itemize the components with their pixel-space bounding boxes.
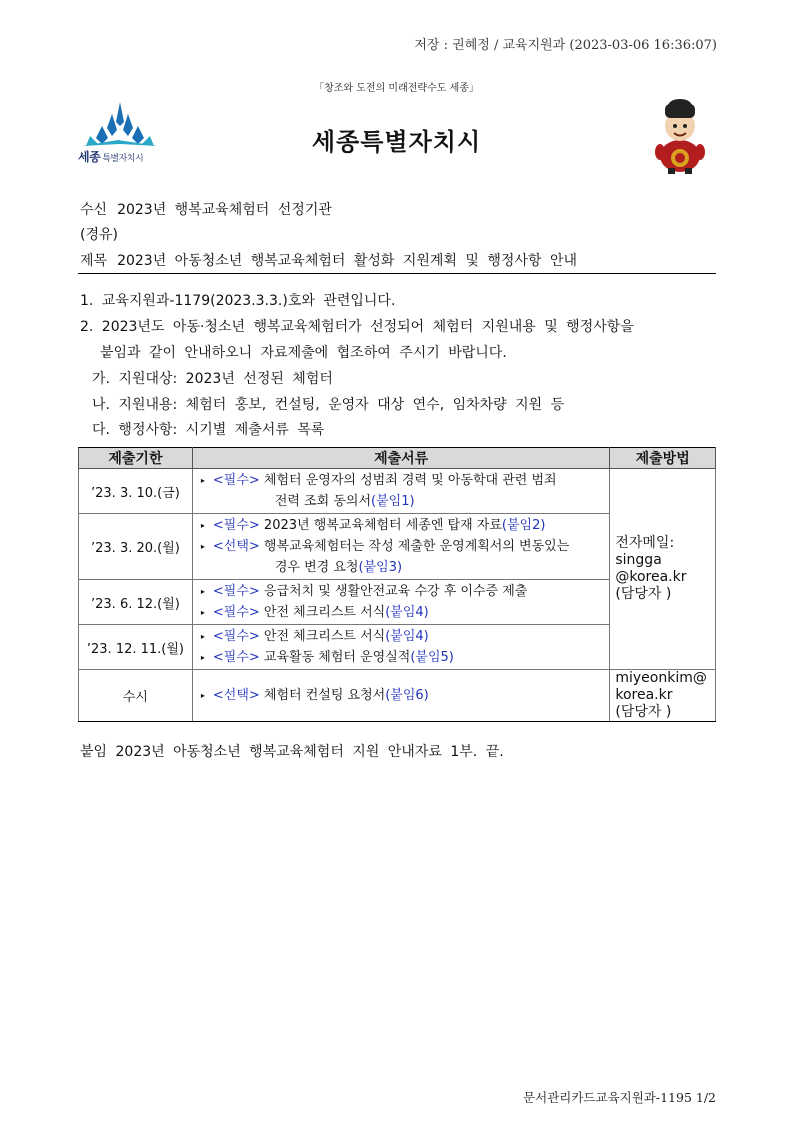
deadline-cell: ’23. 12. 11.(월) [79, 625, 193, 670]
item-tag: <필수> [212, 518, 260, 533]
footer-doc-number: 문서관리카드교육지원과-1195 1/2 [523, 1090, 716, 1105]
header-documents: 제출서류 [192, 448, 609, 469]
documents-cell [192, 514, 609, 580]
item-text: 행복교육체험터는 작성 제출한 운영계획서의 변동있는 [263, 539, 570, 554]
item-text: 체험터 운영자의 성범죄 경력 및 아동학대 관련 범죄 [263, 473, 557, 488]
paragraph-2-line-2: 붙임과 같이 안내하오니 자료제출에 협조하여 주시기 바랍니다. [100, 345, 507, 361]
paragraph-1: 1. 교육지원과-1179(2023.3.3.)호와 관련입니다. [80, 293, 396, 309]
subject-line [80, 250, 577, 270]
method-id: singga [615, 552, 662, 568]
bullet-icon: ▸ [200, 587, 205, 596]
item-text: 교육활동 체험터 운영실적 [263, 650, 411, 665]
item-text-continued [213, 557, 603, 578]
item-ga: 가. 지원대상: 2023년 선정된 체험터 [92, 371, 333, 387]
item-tag: <필수> [212, 629, 260, 644]
attachment-ref: (붙임3) [358, 560, 403, 575]
item-text-2: 경우 변경 요청 [274, 560, 359, 575]
item-tag: <선택> [212, 688, 260, 703]
document-item [199, 685, 603, 706]
item-text: 2023년 행복교육체험터 세종엔 탑재 자료 [263, 518, 502, 533]
bullet-icon: ▸ [200, 691, 205, 700]
deadline-cell: ’23. 6. 12.(월) [79, 580, 193, 625]
method-domain: @korea.kr [615, 569, 687, 585]
attachment-ref: (붙임4) [385, 605, 429, 620]
bullet-icon: ▸ [200, 608, 205, 617]
document-item [199, 515, 603, 536]
table-row [79, 469, 716, 514]
bullet-icon: ▸ [200, 521, 205, 530]
item-text-2: 전력 조회 동의서 [274, 494, 372, 509]
paragraph-2-line-1: 2. 2023년도 아동·청소년 행복교육체험터가 선정되어 체험터 지원내용 및 행정사항을 [80, 319, 634, 335]
documents-cell [192, 670, 609, 722]
recipient-line [80, 199, 332, 219]
documents-cell [192, 469, 609, 514]
item-na: 나. 지원내용: 체험터 홍보, 컨설팅, 운영자 대상 연수, 임차차량 지원 등 [92, 397, 565, 413]
recipient-value: 2023년 행복교육체험터 선정기관 [117, 202, 332, 218]
bullet-icon: ▸ [200, 476, 205, 485]
document-item [199, 647, 603, 668]
attachment-ref: (붙임1) [371, 494, 415, 509]
method-contact: (담당자 ) [615, 704, 672, 720]
recipient-label: 수신 [80, 202, 108, 218]
bullet-icon: ▸ [200, 542, 205, 551]
attachment-note: 붙임 2023년 아동청소년 행복교육체험터 지원 안내자료 1부. 끝. [80, 744, 504, 760]
item-tag: <필수> [212, 650, 260, 665]
document-item [199, 536, 603, 578]
storage-stamp: 저장 : 권혜정 / 교육지원과 (2023-03-06 16:36:07) [414, 38, 717, 53]
mascot-icon [648, 96, 712, 176]
deadline-cell: ’23. 3. 10.(금) [79, 469, 193, 514]
attachment-ref: (붙임5) [410, 650, 454, 665]
method-cell-email [610, 469, 716, 670]
deadline-cell: ’23. 3. 20.(월) [79, 514, 193, 580]
header-deadline: 제출기한 [79, 448, 193, 469]
method-cell-email-2 [610, 670, 716, 722]
subject-label: 제목 [80, 253, 108, 269]
method-label: 전자메일: [615, 535, 675, 551]
logo-subtitle: 특별자치시 [102, 154, 144, 164]
document-item [199, 626, 603, 647]
documents-cell [192, 625, 609, 670]
deadline-cell: 수시 [79, 670, 193, 722]
item-text: 체험터 컨설팅 요청서 [263, 688, 386, 703]
item-text: 응급처치 및 생활안전교육 수강 후 이수증 제출 [263, 584, 528, 599]
item-da: 다. 행정사항: 시기별 제출서류 목록 [92, 422, 325, 438]
item-text: 안전 체크리스트 서식 [263, 629, 386, 644]
item-tag: <필수> [212, 473, 260, 488]
submission-table [78, 447, 716, 722]
city-motto: 「창조와 도전의 미래전략수도 세종」 [314, 83, 479, 94]
logo-name: 세종 [78, 150, 101, 164]
table-row [79, 670, 716, 722]
header-method: 제출방법 [610, 448, 716, 469]
document-item [199, 470, 603, 512]
item-tag: <필수> [212, 584, 260, 599]
item-tag: <선택> [212, 539, 260, 554]
via-line: (경유) [80, 227, 118, 243]
item-text: 안전 체크리스트 서식 [263, 605, 386, 620]
documents-cell [192, 580, 609, 625]
attachment-ref: (붙임2) [501, 518, 546, 533]
bullet-icon: ▸ [200, 653, 205, 662]
organization-title: 세종특별자치시 [311, 128, 482, 156]
attachment-ref: (붙임6) [385, 688, 429, 703]
item-text-continued [213, 491, 603, 512]
method-id: miyeonkim@ [615, 670, 707, 686]
item-tag: <필수> [212, 605, 260, 620]
document-item [199, 581, 603, 602]
document-item [199, 602, 603, 623]
header-divider [78, 273, 716, 274]
method-domain: korea.kr [615, 687, 673, 703]
method-contact: (담당자 ) [615, 586, 672, 602]
table-header-row [79, 448, 716, 469]
subject-value: 2023년 아동청소년 행복교육체험터 활성화 지원계획 및 행정사항 안내 [117, 253, 577, 269]
attachment-ref: (붙임4) [385, 629, 429, 644]
bullet-icon: ▸ [200, 632, 205, 641]
